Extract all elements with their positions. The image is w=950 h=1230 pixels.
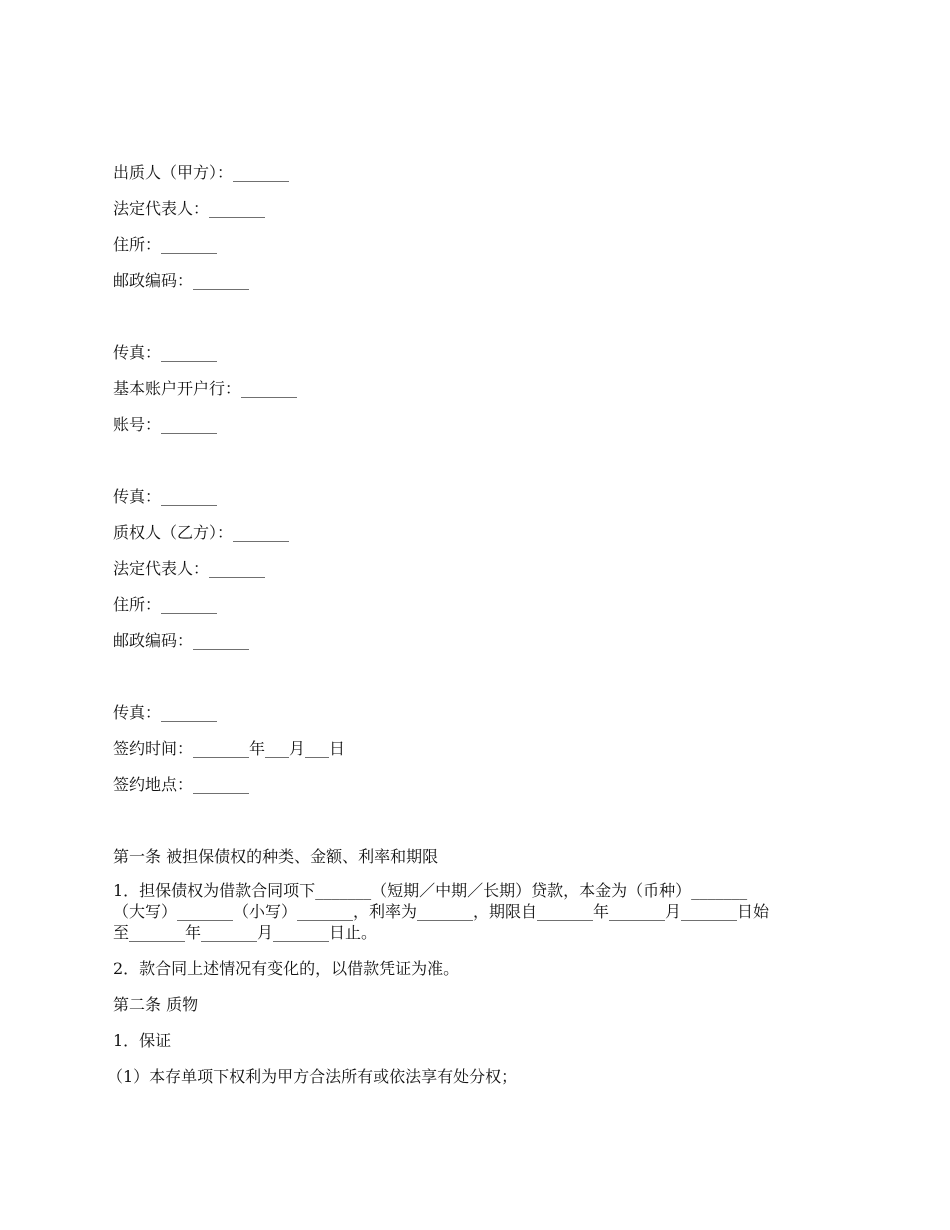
spacer bbox=[113, 448, 813, 484]
spacer bbox=[113, 664, 813, 700]
spacer bbox=[113, 808, 813, 844]
party-a-account-line: 账号：_______ bbox=[113, 415, 218, 434]
party-b-fax-line: 传真：_______ bbox=[113, 703, 218, 722]
party-b-postcode-line: 邮政编码：_______ bbox=[113, 631, 250, 650]
party-a-legal-rep-line: 法定代表人：_______ bbox=[113, 199, 266, 218]
signing-place-line: 签约地点：_______ bbox=[113, 775, 250, 794]
article-1-title: 第一条 被担保债权的种类、金额、利率和期限 bbox=[113, 847, 439, 866]
spacer bbox=[113, 304, 813, 340]
article-2-title: 第二条 质物 bbox=[113, 995, 199, 1014]
party-a-fax-line: 传真：_______ bbox=[113, 343, 218, 362]
article-2-clause-1: 1．保证 bbox=[113, 1031, 172, 1050]
signing-time-line: 签约时间：_______年___月___日 bbox=[113, 739, 346, 758]
party-b-legal-rep-line: 法定代表人：_______ bbox=[113, 559, 266, 578]
party-b-address-line: 住所：_______ bbox=[113, 595, 218, 614]
party-a-address-line: 住所：_______ bbox=[113, 235, 218, 254]
party-a-fax2-line: 传真：_______ bbox=[113, 487, 218, 506]
pledgor-line: 出质人（甲方）：_______ bbox=[113, 163, 290, 182]
article-1-clause-1: 1．担保债权为借款合同项下_______（短期／中期／长期）贷款，本金为（币种）_______（大写）_______（小写）_______，利率为_______，期限自_______年_______月_______日始至_______年_______月_______日止。 bbox=[113, 881, 770, 942]
pledgee-line: 质权人（乙方）：_______ bbox=[113, 523, 290, 542]
contract-body bbox=[107, 160, 813, 1100]
article-2-sub-clause-1: （1）本存单项下权利为甲方合法所有或依法享有处分权； bbox=[107, 1067, 518, 1086]
party-a-postcode-line: 邮政编码：_______ bbox=[113, 271, 250, 290]
article-1-clause-2: 2．款合同上述情况有变化的，以借款凭证为准。 bbox=[113, 959, 460, 978]
party-a-bank-line: 基本账户开户行：_______ bbox=[113, 379, 298, 398]
